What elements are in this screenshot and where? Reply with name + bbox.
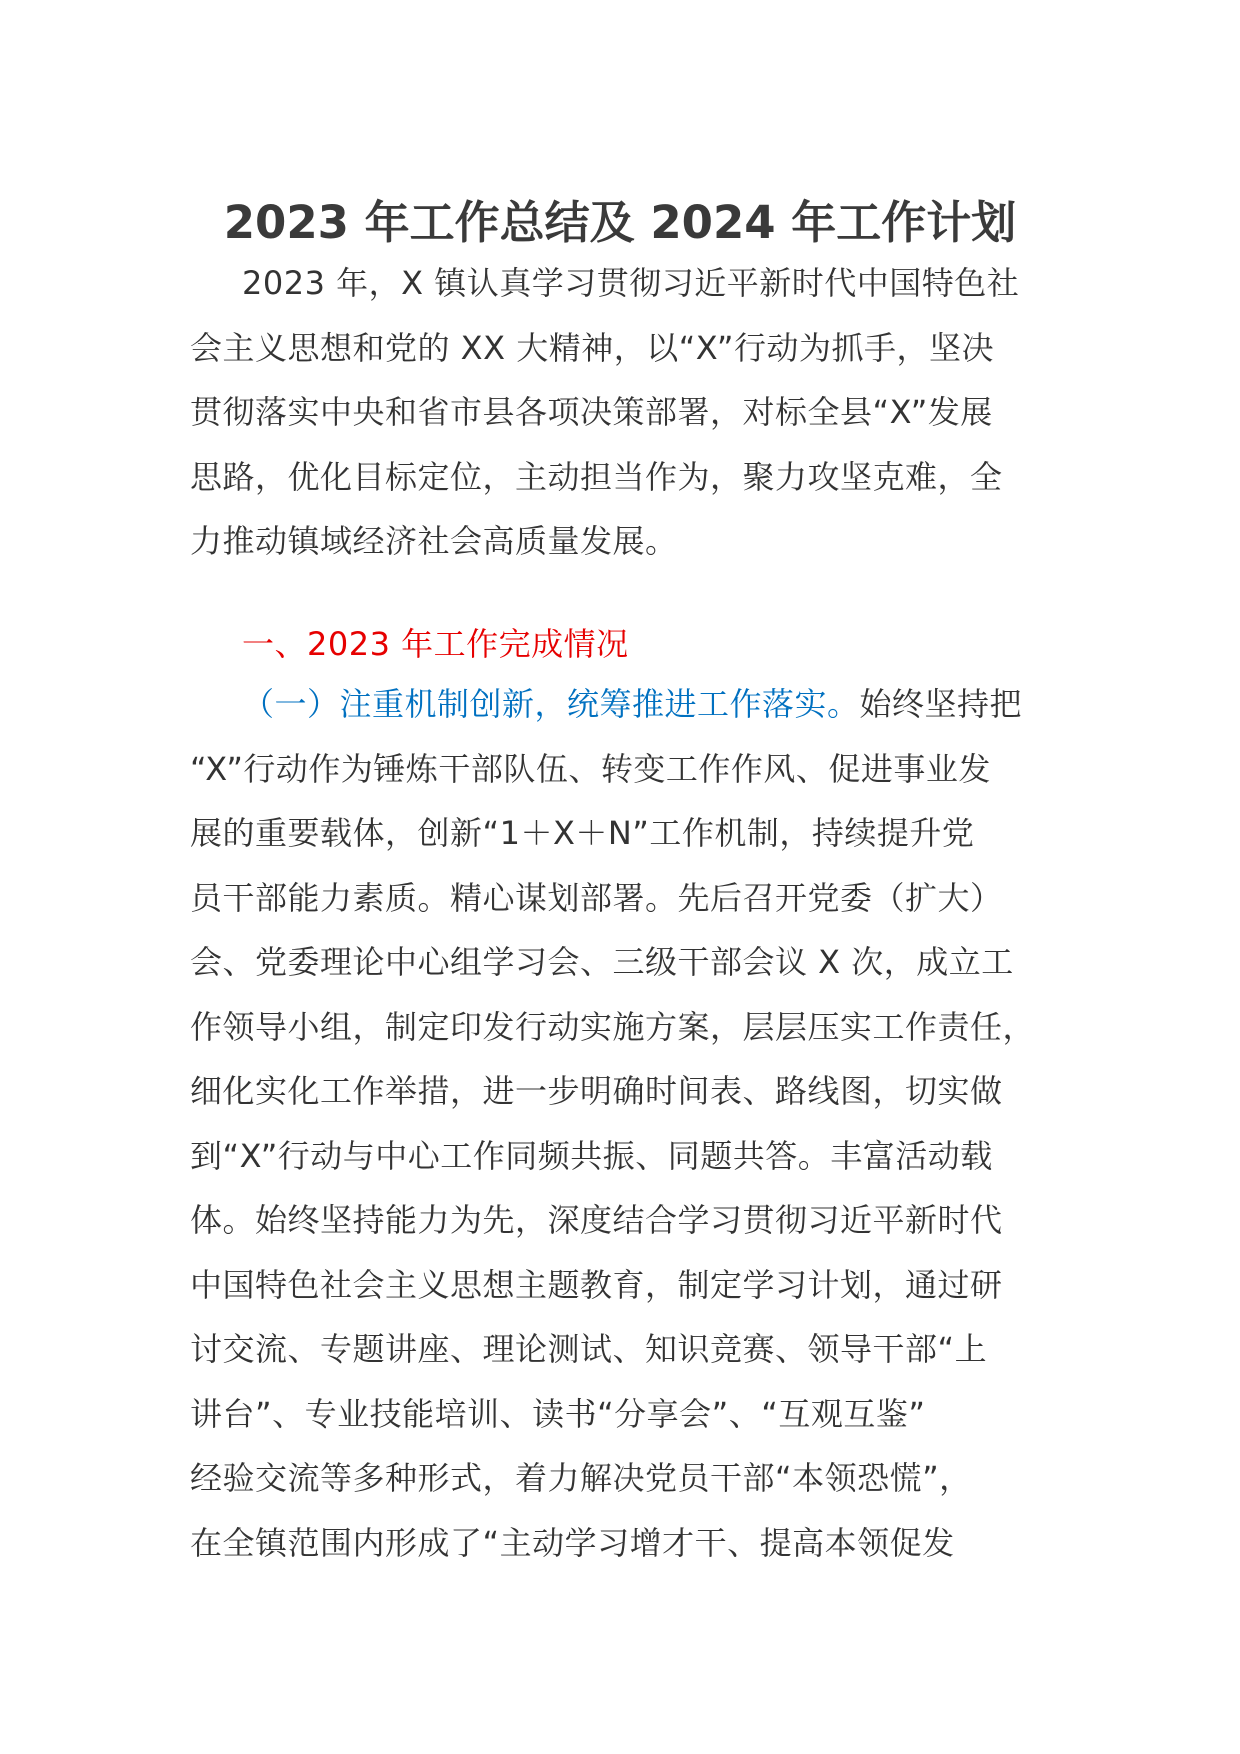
paragraph-line: 作领导小组，制定印发行动实施方案，层层压实工作责任， [190, 1007, 1036, 1046]
subsection-paragraph [190, 672, 1050, 1575]
paragraph-line: 员干部能力素质。精心谋划部署。先后召开党委（扩大） [190, 878, 1003, 917]
paragraph-line: 体。始终坚持能力为先，深度结合学习贯彻习近平新时代 [190, 1201, 1003, 1239]
intro-paragraph [190, 251, 1050, 574]
subsection-first-line-rest: 始终坚持把 [859, 685, 1023, 723]
intro-line: 会主义思想和党的 XX 大精神，以“X”行动为抓手，坚决 [190, 328, 994, 367]
intro-line: 力推动镇域经济社会高质量发展。 [190, 522, 678, 560]
paragraph-line: 经验交流等多种形式，着力解决党员干部“本领恐慌”， [190, 1459, 972, 1497]
subsection-first-line [190, 672, 1050, 737]
section-heading: 一、2023 年工作完成情况 [242, 625, 629, 663]
section-heading-block [190, 612, 1050, 677]
paragraph-line: 到“X”行动与中心工作同频共振、同题共答。丰富活动载 [190, 1136, 993, 1175]
paragraph-line: 讨交流、专题讲座、理论测试、知识竞赛、领导干部“上 [190, 1330, 988, 1368]
paragraph-line: 中国特色社会主义思想主题教育，制定学习计划，通过研 [190, 1265, 1003, 1304]
intro-line: 2023 年，X 镇认真学习贯彻习近平新时代中国特色社 [242, 264, 1020, 302]
paragraph-line: 在全镇范围内形成了“主动学习增才干、提高本领促发 [190, 1523, 955, 1562]
paragraph-line: 细化实化工作举措，进一步明确时间表、路线图，切实做 [190, 1072, 1003, 1110]
subsection-heading: （一）注重机制创新，统筹推进工作落实。 [242, 685, 860, 723]
intro-line: 思路，优化目标定位，主动担当作为，聚力攻坚克难，全 [190, 457, 1003, 496]
paragraph-line: 讲台”、专业技能培训、读书“分享会”、“互观互鉴” [190, 1394, 926, 1433]
paragraph-line: “X”行动作为锤炼干部队伍、转变工作作风、促进事业发 [190, 749, 991, 788]
paragraph-line: 展的重要载体，创新“1＋X＋N”工作机制，持续提升党 [190, 814, 975, 852]
document-title: 2023 年工作总结及 2024 年工作计划 [223, 196, 1017, 249]
paragraph-line: 会、党委理论中心组学习会、三级干部会议 X 次，成立工 [190, 943, 1014, 981]
intro-line: 贯彻落实中央和省市县各项决策部署，对标全县“X”发展 [190, 393, 993, 431]
